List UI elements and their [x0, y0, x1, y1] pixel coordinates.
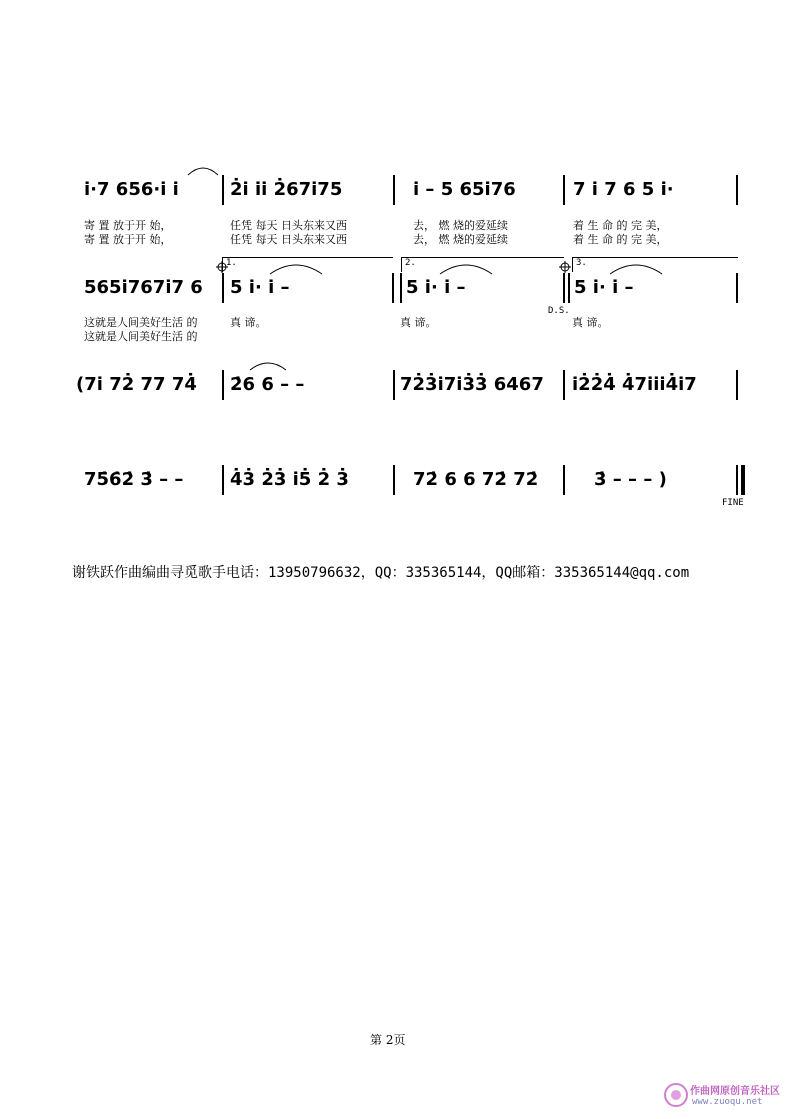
barline	[736, 175, 738, 205]
score-line-3	[0, 370, 790, 400]
barline	[563, 370, 565, 400]
measure: i̇ – 5 65i̇76	[413, 179, 516, 200]
measure: 3̇ – – – )	[594, 469, 667, 490]
score-line-1	[0, 175, 790, 205]
volta-number: 1.	[226, 258, 237, 268]
measure: 7 i̇ 7 6 5 i̇·	[573, 179, 674, 200]
lyric: 这就是人间美好生活 的	[84, 330, 198, 343]
barline	[222, 273, 224, 303]
page-number: 第 2页	[370, 1033, 406, 1047]
lyric: 着 生 命 的 完 美，	[573, 233, 668, 246]
barline	[222, 465, 224, 495]
lyric: 去， 燃 烧的爱延续	[413, 233, 508, 246]
measure: 2̇i̇ i̇i̇ 2̇67i̇75	[230, 179, 343, 200]
segno-icon	[558, 260, 572, 274]
lyric: 去， 燃 烧的爱延续	[413, 219, 508, 232]
barline	[568, 273, 570, 303]
repeat-barline	[392, 273, 394, 303]
volta-number: 3.	[576, 258, 587, 268]
measure: 5 i̇· i̇ –	[406, 277, 466, 298]
ds-marking: D.S.	[548, 306, 570, 316]
watermark-title: 作曲网原创音乐社区	[690, 1086, 780, 1097]
measure: 4̇3̇ 2̇3̇ i̇5̇ 2̇ 3̇	[230, 469, 349, 490]
measure: 5 i̇· i̇ –	[574, 277, 634, 298]
lyric: 任凭 每天 日头东来又西	[230, 233, 347, 246]
segno-icon	[215, 260, 229, 274]
fine-marking: FINE	[722, 498, 744, 508]
barline	[222, 370, 224, 400]
barline	[736, 370, 738, 400]
watermark-url: www.zuoqu.net	[692, 1097, 763, 1107]
lyric: 真 谛。	[230, 316, 267, 329]
lyric: 着 生 命 的 完 美，	[573, 219, 668, 232]
lyric: 任凭 每天 日头东来又西	[230, 219, 347, 232]
measure: i̇·7 656·i̇ i̇	[84, 179, 179, 200]
lyric: 寄 置 放于开 始，	[84, 233, 172, 246]
measure: (7i̇ 72̇ 77 74̇	[76, 374, 197, 395]
barline	[222, 175, 224, 205]
barline	[393, 465, 395, 495]
lyric: 真 谛。	[572, 316, 609, 329]
barline	[393, 370, 395, 400]
measure: 72̇3̇i̇7i̇3̇3̇ 6467	[400, 374, 544, 395]
slur	[186, 163, 220, 177]
volta-number: 2.	[405, 258, 416, 268]
measure: i̇2̇2̇4̇ 4̇7i̇i̇i̇4̇i̇7	[572, 374, 697, 395]
lyric: 寄 置 放于开 始，	[84, 219, 172, 232]
composer-contact: 谢铁跃作曲编曲寻觅歌手电话：13950796632，QQ：335365144，QQ邮箱：335365144@qq.com	[72, 565, 690, 581]
measure: 565i̇767i̇7 6	[84, 277, 203, 298]
barline	[736, 273, 738, 303]
measure: 2̇6 6 – –	[230, 374, 305, 395]
score-line-2	[0, 273, 790, 303]
measure: 75̇6̇2̇ 3̇ – –	[84, 469, 184, 490]
barline	[393, 175, 395, 205]
measure: 5 i̇· i̇ –	[230, 277, 290, 298]
barline	[563, 175, 565, 205]
final-barline-thick	[741, 465, 745, 495]
barline	[563, 465, 565, 495]
lyric: 这就是人间美好生活 的	[84, 316, 198, 329]
score-line-4	[0, 465, 790, 495]
barline	[400, 273, 402, 303]
barline	[563, 273, 565, 303]
final-barline	[736, 465, 738, 495]
lyric: 真 谛。	[400, 316, 437, 329]
measure: 72̇ 6 6 72̇ 72̇	[413, 469, 539, 490]
